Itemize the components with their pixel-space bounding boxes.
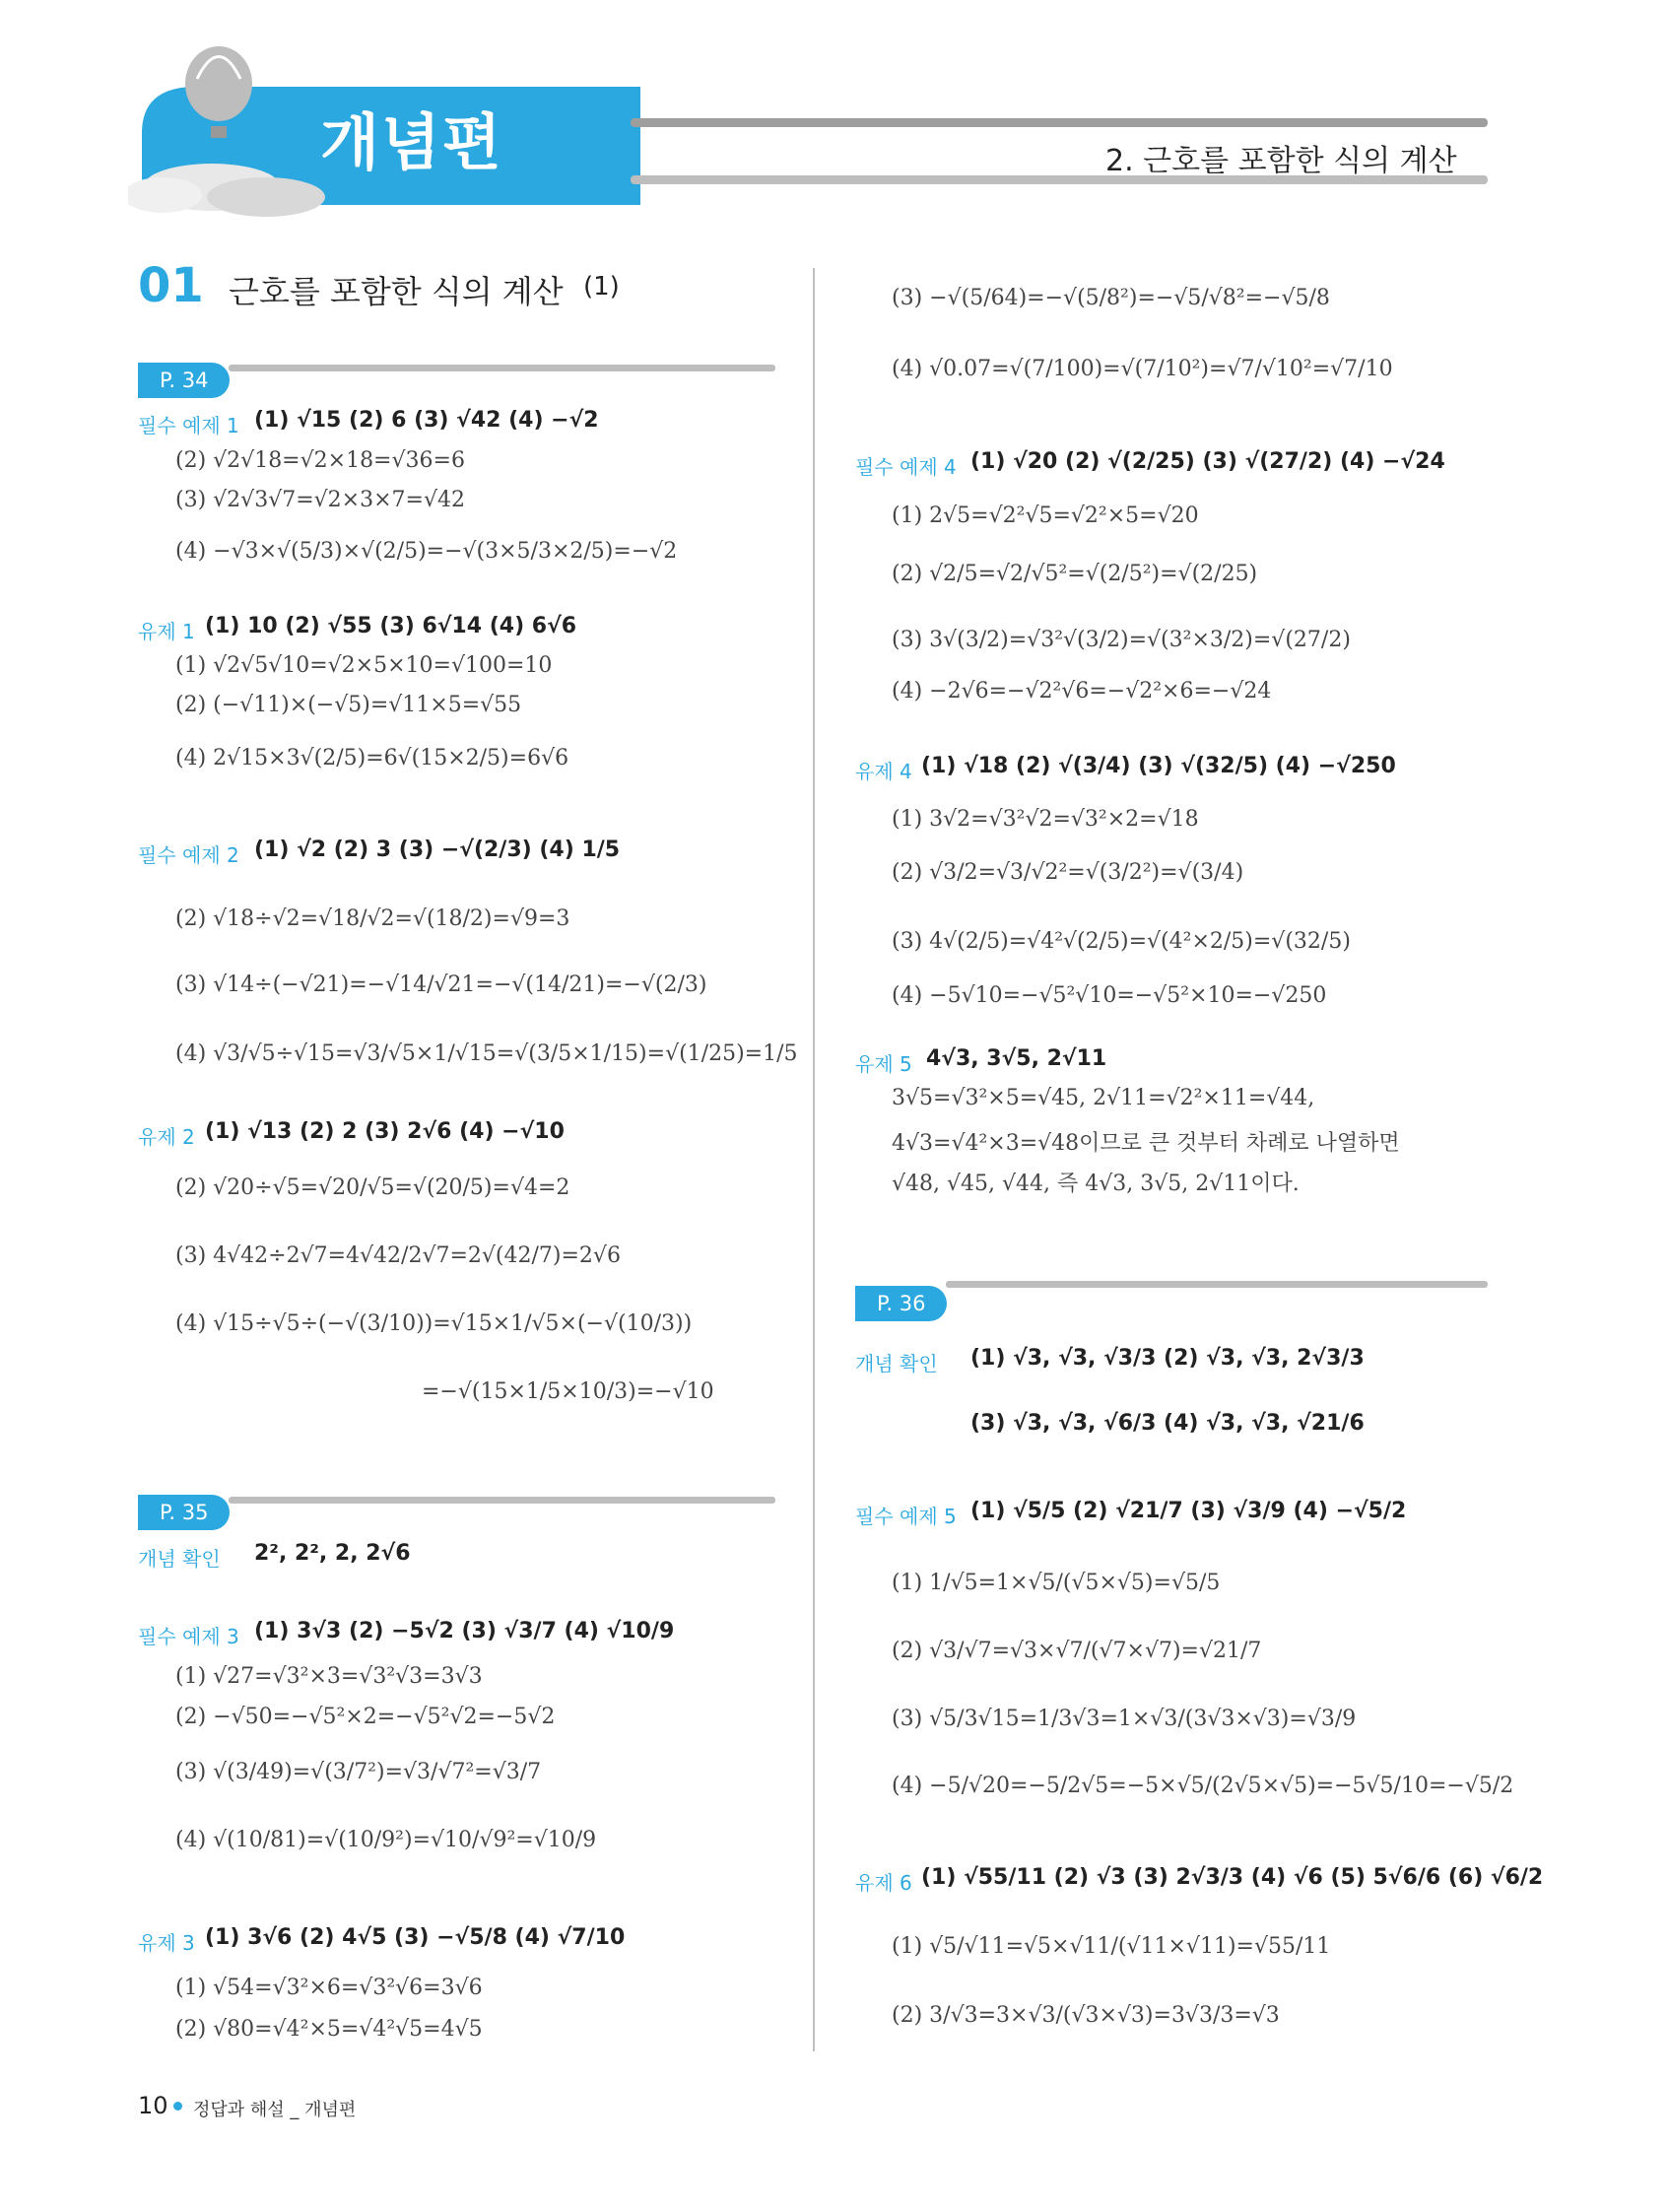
ex5-line: (1) 1/√5=1×√5/(√5×√5)=√5/5: [892, 1571, 1221, 1595]
footer-text: 정답과 해설 _ 개념편: [193, 2100, 357, 2120]
ex3-line: (4) √(10/81)=√(10/9²)=√10/√9²=√10/9: [175, 1828, 597, 1852]
concept-label: 개념 확인: [138, 1547, 221, 1571]
q2-line: (2) √20÷√5=√20/√5=√(20/5)=√4=2: [175, 1175, 570, 1200]
ex2-line: (3) √14÷(−√21)=−√14/√21=−√(14/21)=−√(2/3): [175, 972, 707, 997]
q4-answer: (1) √18 (2) √(3/4) (3) √(32/5) (4) −√250: [921, 754, 1396, 778]
ex5-line: (4) −5/√20=−5/2√5=−5×√5/(2√5×√5)=−5√5/10=−√5/2: [892, 1774, 1514, 1798]
footer-dot: [173, 2102, 182, 2111]
ex1-line: (2) √2√18=√2×18=√36=6: [175, 448, 465, 473]
q5-line: 4√3=√4²×3=√48이므로 큰 것부터 차례로 나열하면: [892, 1131, 1400, 1156]
q1-line: (1) √2√5√10=√2×5×10=√100=10: [175, 653, 553, 678]
ex3-answer: (1) 3√3 (2) −5√2 (3) √3/7 (4) √10/9: [254, 1619, 675, 1643]
page-tab-bar: [229, 1497, 775, 1504]
ex2-line: (4) √3/√5÷√15=√3/√5×1/√15=√(3/5×1/15)=√(1/25)=1/5: [175, 1041, 798, 1066]
q6-label: 유제 6: [855, 1871, 912, 1895]
ex3-line: (2) −√50=−√5²×2=−√5²√2=−5√2: [175, 1705, 556, 1729]
ex4-line: (4) −2√6=−√2²√6=−√2²×6=−√24: [892, 679, 1272, 704]
concept36-line: (1) √3, √3, √3/3 (2) √3, √3, 2√3/3: [970, 1346, 1365, 1371]
q4-line: (2) √3/2=√3/√2²=√(3/2²)=√(3/4): [892, 860, 1244, 885]
ex5-line: (2) √3/√7=√3×√7/(√7×√7)=√21/7: [892, 1639, 1262, 1663]
ex3-label: 필수 예제 3: [138, 1625, 239, 1648]
ex4-label: 필수 예제 4: [855, 455, 957, 479]
top-line: (4) √0.07=√(7/100)=√(7/10²)=√7/√10²=√7/10: [892, 357, 1393, 381]
q4-line: (1) 3√2=√3²√2=√3²×2=√18: [892, 807, 1199, 832]
page-tab-34: P. 34: [138, 363, 230, 398]
q2-line: =−√(15×1/5×10/3)=−√10: [422, 1379, 714, 1404]
ex4-line: (2) √2/5=√2/√5²=√(2/5²)=√(2/25): [892, 562, 1258, 586]
q1-label: 유제 1: [138, 620, 195, 643]
q6-line: (2) 3/√3=3×√3/(√3×√3)=3√3/3=√3: [892, 2003, 1280, 2028]
ex1-label: 필수 예제 1: [138, 414, 239, 437]
ex2-line: (2) √18÷√2=√18/√2=√(18/2)=√9=3: [175, 906, 570, 931]
ex1-line: (4) −√3×√(5/3)×√(2/5)=−√(3×5/3×2/5)=−√2: [175, 539, 678, 564]
ex4-line: (1) 2√5=√2²√5=√2²×5=√20: [892, 503, 1199, 528]
ex4-line: (3) 3√(3/2)=√3²√(3/2)=√(3²×3/2)=√(27/2): [892, 628, 1351, 652]
concept36-label: 개념 확인: [855, 1352, 938, 1375]
page-number: 10: [138, 2092, 168, 2119]
ex5-line: (3) √5/3√15=1/3√3=1×√3/(3√3×√3)=√3/9: [892, 1707, 1357, 1731]
q5-label: 유제 5: [855, 1052, 912, 1076]
q3-answer: (1) 3√6 (2) 4√5 (3) −√5/8 (4) √7/10: [205, 1925, 626, 1950]
q4-line: (3) 4√(2/5)=√4²√(2/5)=√(4²×2/5)=√(32/5): [892, 929, 1351, 954]
page-tab-35: P. 35: [138, 1495, 230, 1530]
q1-line: (2) (−√11)×(−√5)=√11×5=√55: [175, 693, 522, 717]
ex3-line: (1) √27=√3²×3=√3²√3=3√3: [175, 1664, 483, 1689]
q3-line: (2) √80=√4²×5=√4²√5=4√5: [175, 2017, 483, 2042]
section-number: 01: [138, 258, 204, 313]
q2-line: (4) √15÷√5÷(−√(3/10))=√15×1/√5×(−√(10/3)): [175, 1311, 693, 1336]
ex3-line: (3) √(3/49)=√(3/7²)=√3/√7²=√3/7: [175, 1760, 542, 1784]
concept36-line: (3) √3, √3, √6/3 (4) √3, √3, √21/6: [970, 1411, 1365, 1436]
top-line: (3) −√(5/64)=−√(5/8²)=−√5/√8²=−√5/8: [892, 286, 1330, 310]
q1-answer: (1) 10 (2) √55 (3) 6√14 (4) 6√6: [205, 614, 577, 638]
ex5-label: 필수 예제 5: [855, 1505, 957, 1528]
section-subtitle: (1): [583, 272, 620, 302]
ex1-line: (3) √2√3√7=√2×3×7=√42: [175, 488, 465, 512]
q2-label: 유제 2: [138, 1125, 195, 1149]
q1-line: (4) 2√15×3√(2/5)=6√(15×2/5)=6√6: [175, 746, 569, 771]
page-tab-bar: [229, 365, 775, 371]
ex2-answer: (1) √2 (2) 3 (3) −√(2/3) (4) 1/5: [254, 838, 621, 862]
page-tab-36: P. 36: [855, 1286, 947, 1321]
column-divider: [813, 268, 815, 2051]
q6-line: (1) √5/√11=√5×√11/(√11×√11)=√55/11: [892, 1934, 1331, 1959]
ex2-label: 필수 예제 2: [138, 843, 239, 867]
page-tab-bar: [946, 1281, 1488, 1288]
q2-line: (3) 4√42÷2√7=4√42/2√7=2√(42/7)=2√6: [175, 1243, 621, 1268]
section-title: 근호를 포함한 식의 계산: [229, 273, 564, 310]
ex1-answer: (1) √15 (2) 6 (3) √42 (4) −√2: [254, 408, 599, 433]
header-rule: [631, 118, 1488, 127]
q3-label: 유제 3: [138, 1931, 195, 1955]
q5-answer: 4√3, 3√5, 2√11: [926, 1046, 1107, 1071]
q6-answer: (1) √55/11 (2) √3 (3) 2√3/3 (4) √6 (5) 5√6/6 (6) √6/2: [921, 1865, 1544, 1890]
q2-answer: (1) √13 (2) 2 (3) 2√6 (4) −√10: [205, 1119, 565, 1144]
q5-line: 3√5=√3²×5=√45, 2√11=√2²×11=√44,: [892, 1086, 1315, 1110]
header-badge: 개념편: [320, 106, 503, 178]
ex5-answer: (1) √5/5 (2) √21/7 (3) √3/9 (4) −√5/2: [970, 1499, 1407, 1523]
ex4-answer: (1) √20 (2) √(2/25) (3) √(27/2) (4) −√24: [970, 449, 1445, 474]
q5-line: √48, √45, √44, 즉 4√3, 3√5, 2√11이다.: [892, 1172, 1300, 1196]
q4-label: 유제 4: [855, 760, 912, 783]
chapter-title: 2. 근호를 포함한 식의 계산: [1105, 144, 1457, 178]
q3-line: (1) √54=√3²×6=√3²√6=3√6: [175, 1976, 483, 2000]
q4-line: (4) −5√10=−√5²√10=−√5²×10=−√250: [892, 983, 1327, 1008]
concept-answer: 2², 2², 2, 2√6: [254, 1541, 411, 1566]
